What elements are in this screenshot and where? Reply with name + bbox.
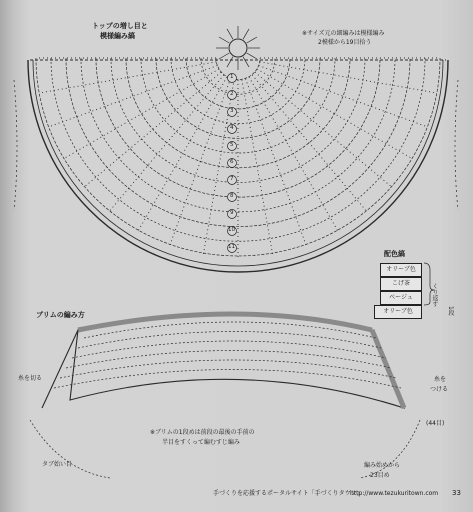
crown-right-edge-stitches (455, 80, 458, 210)
crown-center-stitch (247, 37, 257, 43)
row-number-label: 1 (230, 74, 234, 80)
crown-center-stitch (219, 53, 229, 59)
brim-row-6 (54, 370, 401, 389)
brim-start-label-line2: 23目め (370, 472, 390, 479)
brim-right-label-line2: つける (430, 386, 449, 393)
crown-center-stitch (243, 29, 249, 39)
row-number-label: 10 (228, 227, 235, 233)
page-number: 33 (452, 489, 461, 497)
color-swatch-2: こげ茶 (380, 277, 422, 291)
crown-spoke (257, 69, 411, 158)
row-number-label: 8 (230, 193, 234, 199)
brim-top-band (78, 314, 372, 330)
row-number-label: 2 (230, 91, 234, 97)
crown-title-line2: 模様編み縞 (100, 32, 135, 40)
brim-row-4 (66, 351, 391, 369)
brim-stitch-count: (44目) (426, 420, 445, 427)
crown-spoke (138, 77, 227, 231)
brim-tab-left (30, 420, 110, 478)
brim-right-label-line1: 糸を (434, 376, 447, 383)
crown-note-line2: 2模様から19目拾う (318, 39, 372, 46)
crown-spoke (50, 66, 217, 127)
repeat-note: くり返す (430, 283, 438, 307)
crown-round-12 (51, 58, 425, 241)
brim-right-band (372, 330, 404, 408)
one-row-note: 1段 (446, 306, 454, 316)
brim-left-side (42, 330, 78, 408)
crown-center-ring (229, 39, 247, 57)
row-number-label: 9 (230, 210, 234, 216)
brim-title: ブリムの編み方 (36, 311, 85, 319)
crown-center-stitch (247, 53, 257, 59)
color-swatch-3: ベージュ (380, 291, 422, 305)
crown-spoke (259, 66, 426, 127)
crown-center-stitch (219, 37, 229, 43)
crown-outer-edge-inner (33, 60, 443, 266)
crown-title-line1: トップの増し目と (92, 22, 148, 30)
crown-round-5 (156, 58, 320, 138)
brim-note-line1: ※ブリムの1段めは前段の最後の手前の (150, 429, 255, 436)
row-number-label: 7 (230, 176, 234, 182)
brim-chart (30, 314, 420, 478)
row-number-label: 11 (228, 244, 235, 250)
brim-tab-label: タブ始い目 (42, 461, 73, 468)
crown-center-stitch (227, 57, 233, 67)
crown-round-11 (66, 58, 410, 227)
crown-left-edge-stitches (14, 80, 17, 210)
row-number-label: 5 (230, 142, 234, 148)
crown-center-stitch (227, 29, 233, 39)
brim-row-2 (78, 332, 381, 349)
crown-spoke (65, 69, 219, 158)
footer-text: 手づくりを応援するポータルサイト「手づくりタウン」 (213, 490, 363, 497)
row-number-label: 4 (230, 125, 234, 131)
color-swatch-4: オリーブ色 (374, 305, 422, 319)
brim-row-3 (72, 341, 386, 358)
footer-url: http://www.tezukuritown.com (350, 490, 439, 497)
row-number-label: 3 (230, 108, 234, 114)
crown-note-line1: ※サイズ元の細編みは模様編み (302, 30, 385, 37)
crown-center-stitch (243, 57, 249, 67)
color-swatch-1: オリーブ色 (380, 263, 422, 277)
brim-note-line2: 半目をすくって編むすじ編み (162, 439, 240, 446)
crown-spoke (170, 79, 231, 246)
row-number-label: 6 (230, 159, 234, 165)
crown-spoke (246, 79, 307, 246)
brim-row-5 (60, 360, 396, 378)
color-legend-heading: 配色縞 (384, 250, 405, 258)
brim-start-label-line1: 編み始めから (364, 462, 401, 469)
brim-left-label: 糸を切る (18, 375, 43, 382)
crown-round-6 (141, 58, 335, 153)
